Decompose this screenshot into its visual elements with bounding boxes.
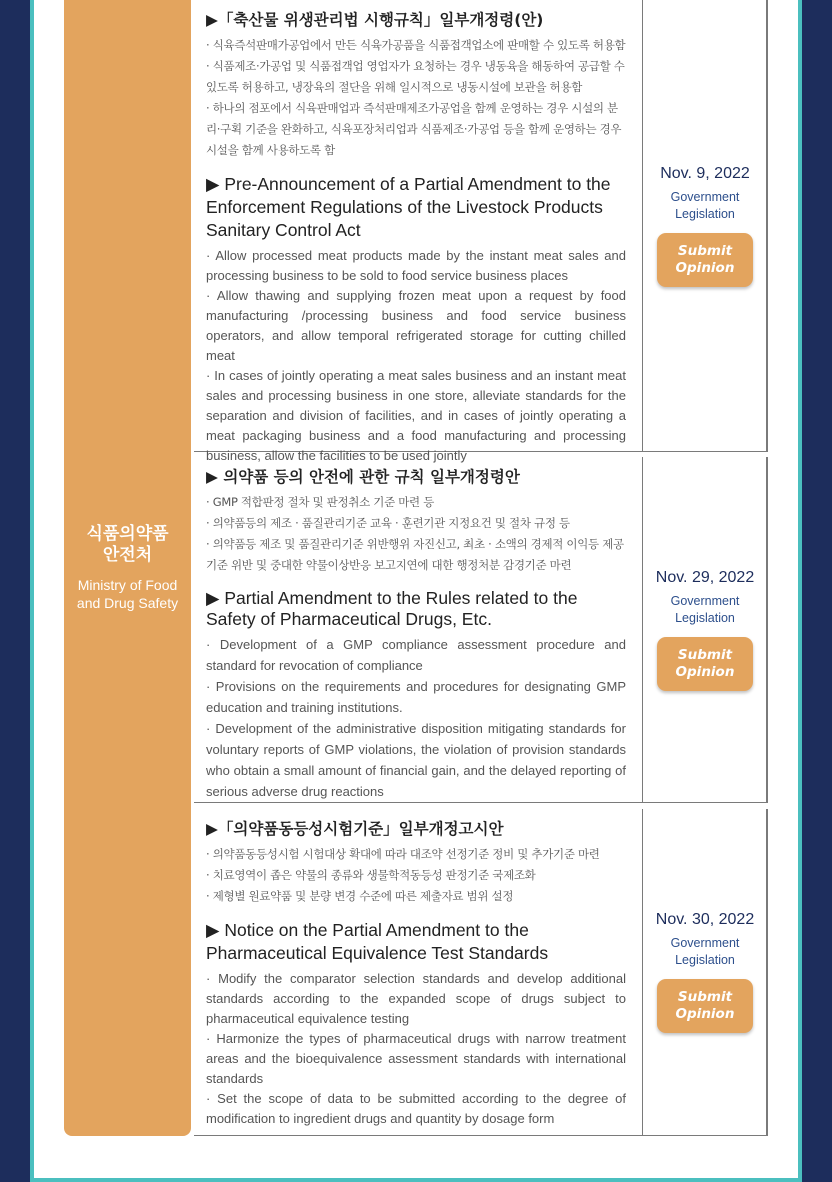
legislation-row (194, 457, 768, 803)
bullet-en: · Development of a GMP compliance assessment procedure and standard for revocation of compliance (206, 637, 626, 673)
bullet-ko: · 의약품등의 제조 · 품질관리기준 교육 · 훈련기관 지정요건 및 절차 규정 등 (206, 516, 570, 530)
title-en: ▶ Partial Amendment to the Rules related to the Safety of Pharmaceutical Drugs, Etc. (206, 588, 578, 629)
ministry-cell (64, 0, 191, 1136)
legislation-type: Government Legislation (670, 593, 740, 625)
legislation-type: Government Legislation (670, 189, 740, 221)
bullet-en: · Harmonize the types of pharmaceutical drugs with narrow treatment areas and the bioequivalence assessment standards with international standards (206, 1031, 626, 1086)
title-ko: ▶ 의약품 등의 안전에 관한 규칙 일부개정령안 (206, 468, 520, 486)
legislation-content (194, 457, 643, 802)
ministry-name-ko: 식품의약품 안전처 (86, 524, 169, 565)
bullet-ko: · 식육즉석판매가공업에서 만든 식육가공품을 식품접객업소에 판매할 수 있도록 허용함 (206, 38, 626, 52)
legislation-content (194, 0, 643, 463)
bullet-ko: · 의약품등 제조 및 품질관리기준 위반행위 자진신고, 최초 · 소액의 경제적 이익등 제공기준 위반 및 중대한 약물이상반응 보고지연에 대한 행정처분 감경기준 마련 (206, 537, 624, 572)
legislation-row (194, 809, 768, 1136)
legislation-content (194, 809, 643, 1135)
ministry-name-en: Ministry of Food and Drug Safety (76, 577, 179, 611)
bullet-en: · Set the scope of data to be submitted according to the degree of modification to ingredient drugs and quantity by dosage form (206, 1091, 626, 1126)
bullet-en: · Allow thawing and supplying frozen meat upon a request by food manufacturing /processing business and food service business operators, and allow temporal refrigerated storage for cutting chilled meat (206, 288, 626, 363)
legislation-side (644, 0, 768, 451)
legislation-type: Government Legislation (670, 936, 740, 967)
date: Nov. 30, 2022 (655, 911, 755, 928)
bullet-ko: · GMP 적합판정 절차 및 판정취소 기준 마련 등 (206, 495, 435, 509)
date: Nov. 9, 2022 (660, 164, 750, 182)
bullet-en: · Allow processed meat products made by the instant meat sales and processing business to be sold to food service business places (206, 248, 626, 283)
bullet-ko: · 의약품동등성시험 시험대상 확대에 따라 대조약 선정기준 정비 및 추가기준 마련 (206, 847, 600, 861)
bullet-en: · Development of the administrative disposition mitigating standards for voluntary reports of GMP violations, the violation of provision standards who obtain a small amount of financial gain, and the delayed reporting of serious adverse drug reactions (206, 721, 626, 799)
bullet-ko: · 제형별 원료약품 및 분량 변경 수준에 따른 제출자료 범위 설정 (206, 889, 514, 903)
bullet-en: · Modify the comparator selection standards and develop additional standards according to the expanded scope of drugs subject to pharmaceutical equivalence testing (206, 971, 626, 1026)
submit-opinion-button[interactable]: Submit Opinion (657, 233, 753, 287)
bullet-ko: · 하나의 점포에서 식육판매업과 즉석판매제조가공업을 함께 운영하는 경우 시설의 분리·구획 기준을 완화하고, 식육포장처리업과 식품제조·가공업 등을 함께 운영하는 경우 시설을 함께 사용하도록 함 (206, 101, 622, 157)
legislation-row (194, 0, 768, 463)
bullet-ko: · 식품제조·가공업 및 식품접객업 영업자가 요청하는 경우 냉동육을 해동하여 공급할 수 있도록 허용하고, 냉장육의 절단을 위해 일시적으로 냉동시설에 보관을 허용함 (206, 59, 625, 94)
bullet-ko: · 치료영역이 좁은 약물의 종류와 생물학적동등성 판정기준 국제조화 (206, 868, 536, 882)
title-ko: ▶「의약품동등성시험기준」일부개정고시안 (206, 820, 504, 838)
submit-opinion-button[interactable]: Submit Opinion (657, 979, 753, 1033)
date: Nov. 29, 2022 (655, 568, 755, 586)
bullet-en: · In cases of jointly operating a meat sales business and an instant meat sales and processing business in one store, alleviate standards for the separation and division of facilities, and in cases of jointly operating a meat packaging business and a food manufacturing and processing business, allow the facilities to be used jointly (206, 368, 626, 463)
submit-opinion-button[interactable]: Submit Opinion (657, 637, 753, 691)
legislation-side (644, 809, 768, 1135)
bullet-en: · Provisions on the requirements and procedures for designating GMP education and training institutions. (206, 679, 626, 715)
title-en: ▶ Notice on the Partial Amendment to the Pharmaceutical Equivalence Test Standards (206, 920, 549, 963)
title-ko: ▶「축산물 위생관리법 시행규칙」일부개정령(안) (206, 11, 544, 29)
title-en: ▶ Pre-Announcement of a Partial Amendment to the Enforcement Regulations of the Livestock Products Sanitary Control Act (206, 174, 611, 240)
legislation-side (644, 457, 768, 802)
